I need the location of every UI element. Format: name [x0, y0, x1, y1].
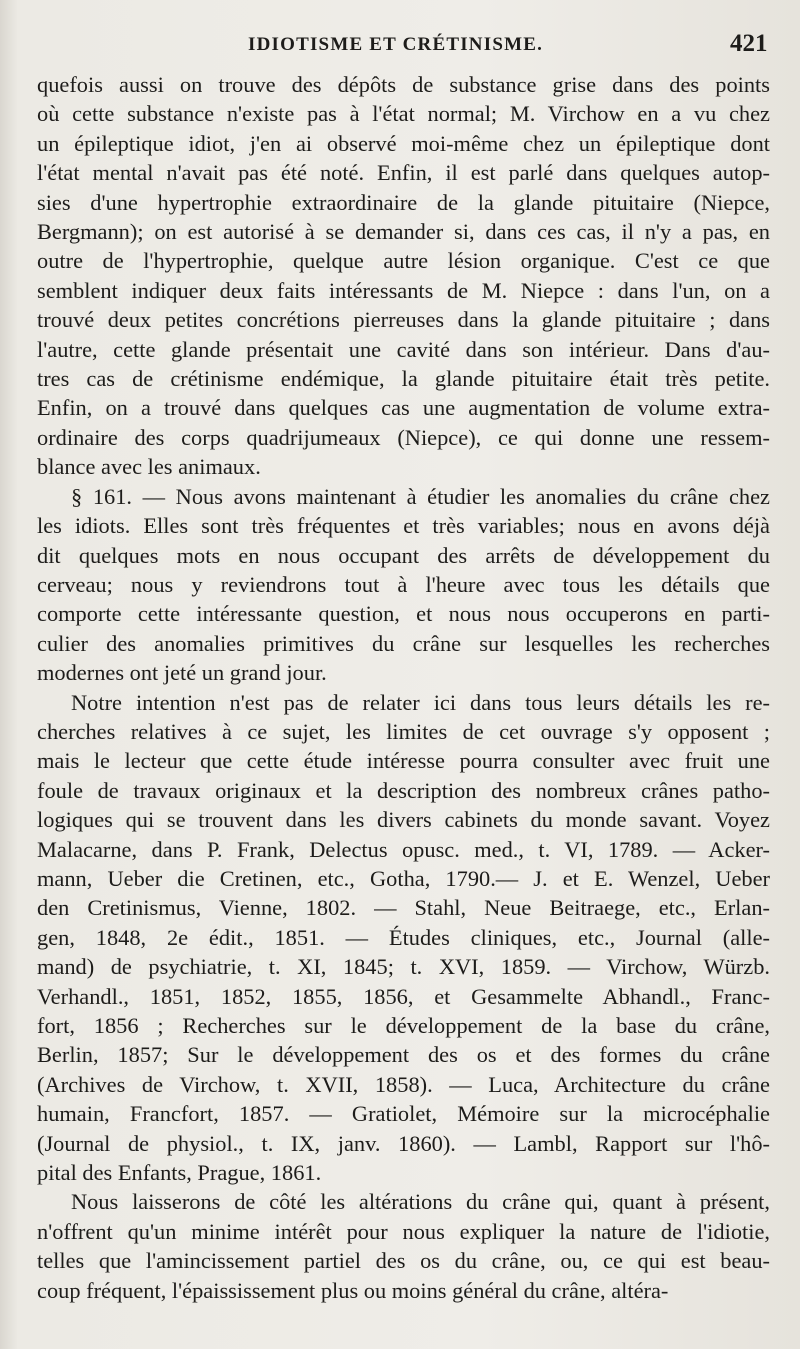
text-line: outre de l'hypertrophie, quelque autre lésion organique. C'est ce que — [37, 248, 770, 274]
text-line: sies d'une hypertrophie extraordinaire de la glande pituitaire (Niepce, — [37, 189, 770, 215]
text-line: l'état mental n'avait pas été noté. Enfin, il est parlé dans quelques autop- — [37, 160, 770, 186]
text-line: n'offrent qu'un minime intérêt pour nous expliquer la nature de l'idiotie, — [37, 1218, 770, 1244]
paragraph — [37, 688, 770, 1188]
paragraph — [37, 482, 770, 688]
text-line: § 161. — Nous avons maintenant à étudier les anomalies du crâne chez — [71, 483, 770, 509]
text-line: pital des Enfants, Prague, 1861. — [37, 1160, 322, 1186]
text-line: (Journal de physiol., t. IX, janv. 1860). — Lambl, Rapport sur l'hô- — [37, 1130, 770, 1156]
text-line: cerveau; nous y reviendrons tout à l'heure avec tous les détails que — [37, 571, 770, 597]
text-line: culier des anomalies primitives du crâne sur lesquelles les recherches — [37, 630, 770, 656]
text-line: Nous laisserons de côté les altérations du crâne qui, quant à présent, — [71, 1189, 770, 1215]
body-text — [37, 70, 770, 1305]
text-line: mand) de psychiatrie, t. XI, 1845; t. XVI, 1859. — Virchow, Würzb. — [37, 954, 770, 980]
text-line: humain, Francfort, 1857. — Gratiolet, Mémoire sur la microcéphalie — [37, 1101, 770, 1127]
text-line: foule de travaux originaux et la description des nombreux crânes patho- — [37, 777, 770, 803]
text-line: cherches relatives à ce sujet, les limites de cet ouvrage s'y opposent ; — [37, 718, 770, 744]
text-line: telles que l'amincissement partiel des os du crâne, ou, ce qui est beau- — [37, 1248, 770, 1274]
text-line: dit quelques mots en nous occupant des arrêts de développement du — [37, 542, 770, 568]
text-line: gen, 1848, 2e édit., 1851. — Études cliniques, etc., Journal (alle- — [37, 924, 770, 950]
text-line: tres cas de crétinisme endémique, la glande pituitaire était très petite. — [37, 366, 770, 392]
text-line: où cette substance n'existe pas à l'état normal; M. Virchow en a vu chez — [37, 101, 770, 127]
text-line: mais le lecteur que cette étude intéresse pourra consulter avec fruit une — [37, 748, 770, 774]
text-line: trouvé deux petites concrétions pierreuses dans la glande pituitaire ; dans — [37, 307, 770, 333]
text-line: fort, 1856 ; Recherches sur le développement de la base du crâne, — [37, 1013, 770, 1038]
text-line: logiques qui se trouvent dans les divers cabinets du monde savant. Voyez — [37, 807, 770, 833]
page-number: 421 — [730, 30, 768, 57]
text-line: l'autre, cette glande présentait une cavité dans son intérieur. Dans d'au- — [37, 336, 770, 362]
text-line: quefois aussi on trouve des dépôts de substance grise dans des points — [37, 72, 770, 97]
text-line: coup fréquent, l'épaississement plus ou moins général du crâne, altéra- — [37, 1277, 669, 1303]
text-line: comporte cette intéressante question, et nous nous occuperons en parti- — [37, 601, 770, 627]
paragraph — [37, 70, 770, 482]
text-line: (Archives de Virchow, t. XVII, 1858). — Luca, Architecture du crâne — [37, 1071, 770, 1097]
text-line: den Cretinismus, Vienne, 1802. — Stahl, Neue Beitraege, etc., Erlan- — [37, 895, 770, 921]
text-line: modernes ont jeté un grand jour. — [37, 660, 327, 686]
paragraph — [37, 1187, 770, 1305]
text-line: les idiots. Elles sont très fréquentes et très variables; nous en avons déjà — [37, 513, 770, 539]
running-title: IDIOTISME ET CRÉTINISME. — [248, 34, 544, 55]
text-line: ordinaire des corps quadrijumeaux (Niepce), ce qui donne une ressem- — [37, 424, 770, 450]
text-line: Notre intention n'est pas de relater ici dans tous leurs détails les re- — [71, 689, 770, 715]
text-line: Bergmann); on est autorisé à se demander si, dans ces cas, il n'y a pas, en — [37, 219, 770, 245]
text-line: mann, Ueber die Cretinen, etc., Gotha, 1790.— J. et E. Wenzel, Ueber — [37, 865, 770, 891]
page-header — [0, 30, 800, 64]
text-line: Malacarne, dans P. Frank, Delectus opusc. med., t. VI, 1789. — Acker- — [37, 836, 770, 862]
text-line: un épileptique idiot, j'en ai observé moi-même chez un épileptique dont — [37, 130, 770, 156]
text-line: semblent indiquer deux faits intéressants de M. Niepce : dans l'un, on a — [37, 277, 770, 303]
text-line: Berlin, 1857; Sur le développement des os et des formes du crâne — [37, 1042, 770, 1068]
text-line: blance avec les animaux. — [37, 454, 261, 480]
text-line: Verhandl., 1851, 1852, 1855, 1856, et Gesammelte Abhandl., Franc- — [37, 983, 770, 1009]
text-line: Enfin, on a trouvé dans quelques cas une augmentation de volume extra- — [37, 395, 770, 421]
